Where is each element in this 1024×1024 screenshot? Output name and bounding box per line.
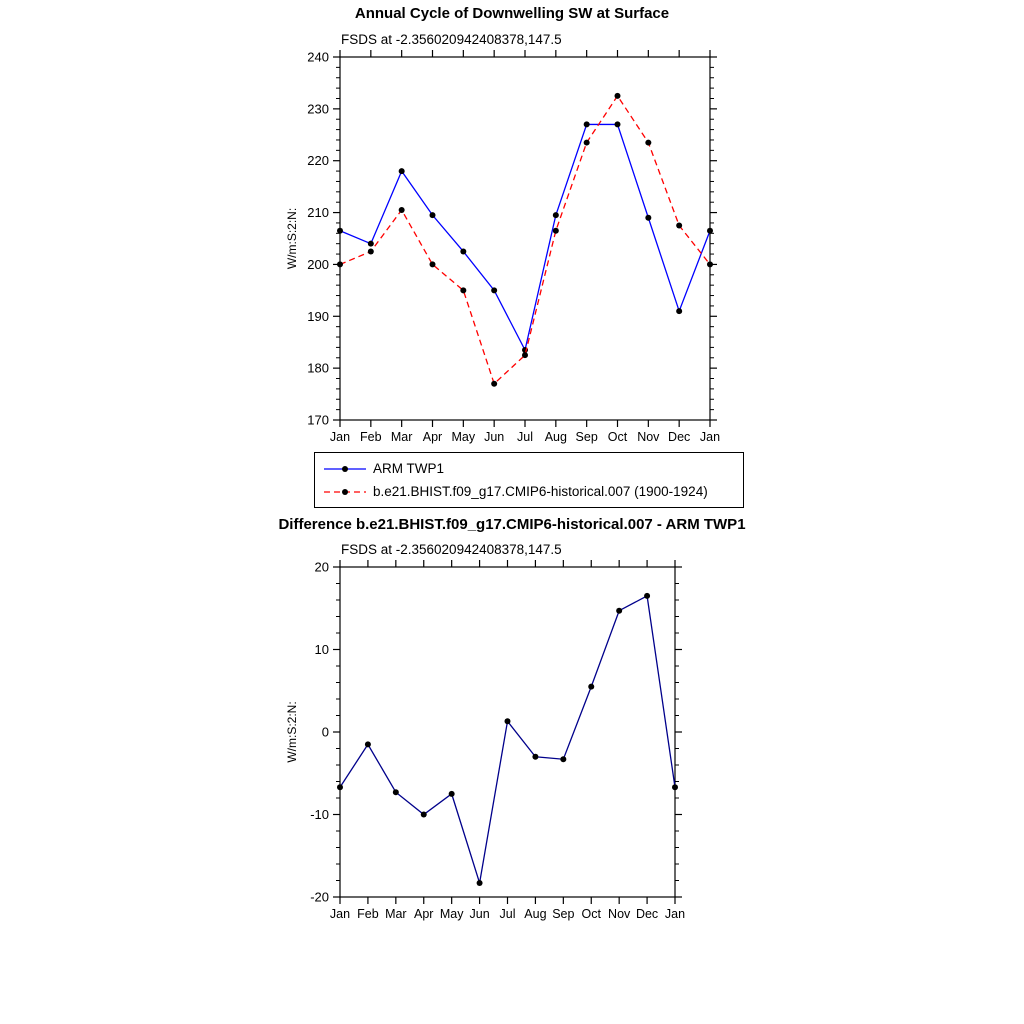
svg-text:Jan: Jan — [329, 430, 351, 444]
svg-text:Dec: Dec — [635, 907, 659, 921]
svg-text:Jan: Jan — [699, 430, 721, 444]
svg-text:Nov: Nov — [608, 907, 631, 921]
svg-text:230: 230 — [307, 101, 329, 117]
svg-text:Dec: Dec — [668, 430, 691, 444]
svg-text:190: 190 — [307, 308, 329, 324]
svg-text:Apr: Apr — [414, 907, 434, 921]
svg-text:Aug: Aug — [544, 430, 567, 444]
legend-label-arm-twp1: ARM TWP1 — [373, 461, 445, 476]
svg-text:170: 170 — [307, 412, 329, 428]
top-chart-title: Annual Cycle of Downwelling SW at Surface — [354, 5, 670, 22]
svg-text:Nov: Nov — [637, 430, 660, 444]
legend-label-model: b.e21.BHIST.f09_g17.CMIP6-historical.007 (1900-1924) — [373, 484, 708, 499]
svg-text:May: May — [451, 430, 476, 444]
svg-text:Mar: Mar — [390, 430, 413, 444]
legend-item-arm-twp1 — [322, 458, 736, 479]
svg-text:-10: -10 — [310, 807, 329, 822]
svg-text:W/m:S:2:N:: W/m:S:2:N: — [285, 207, 299, 270]
bottom-chart-subtitle: FSDS at -2.356020942408378,147.5 — [341, 542, 562, 557]
svg-text:210: 210 — [307, 205, 329, 221]
bottom-chart-plot — [280, 557, 740, 937]
bottom-chart-title: Difference b.e21.BHIST.f09_g17.CMIP6-historical.007 - ARM TWP1 — [278, 516, 746, 533]
svg-text:Sep: Sep — [552, 907, 575, 921]
svg-text:Mar: Mar — [385, 907, 407, 921]
svg-text:-20: -20 — [310, 889, 329, 905]
svg-text:0: 0 — [321, 724, 329, 740]
svg-text:Jul: Jul — [499, 907, 516, 921]
svg-text:240: 240 — [307, 49, 329, 65]
svg-text:Sep: Sep — [575, 430, 598, 444]
legend-line-sample-arm-twp1 — [322, 462, 368, 476]
svg-text:Apr: Apr — [422, 430, 443, 444]
svg-text:Feb: Feb — [360, 430, 382, 444]
top-chart-subtitle: FSDS at -2.356020942408378,147.5 — [341, 32, 562, 47]
svg-text:Jan: Jan — [329, 907, 351, 921]
svg-text:W/m:S:2:N:: W/m:S:2:N: — [285, 701, 299, 763]
svg-text:Aug: Aug — [524, 907, 547, 921]
svg-text:10: 10 — [314, 642, 329, 657]
svg-text:Jun: Jun — [469, 907, 490, 921]
legend-line-sample-model — [322, 485, 368, 499]
svg-text:Jun: Jun — [484, 430, 505, 444]
svg-text:Jan: Jan — [664, 907, 686, 921]
chart-legend — [314, 452, 744, 508]
svg-text:Feb: Feb — [357, 907, 379, 921]
svg-text:Oct: Oct — [607, 430, 628, 444]
svg-text:May: May — [439, 907, 464, 921]
legend-item-model — [322, 481, 736, 502]
top-chart-plot — [280, 48, 740, 448]
svg-text:20: 20 — [314, 559, 329, 575]
svg-text:200: 200 — [307, 256, 329, 272]
svg-text:Oct: Oct — [581, 907, 601, 921]
svg-text:Jul: Jul — [517, 430, 533, 444]
svg-text:180: 180 — [307, 360, 329, 376]
svg-text:220: 220 — [307, 153, 329, 169]
